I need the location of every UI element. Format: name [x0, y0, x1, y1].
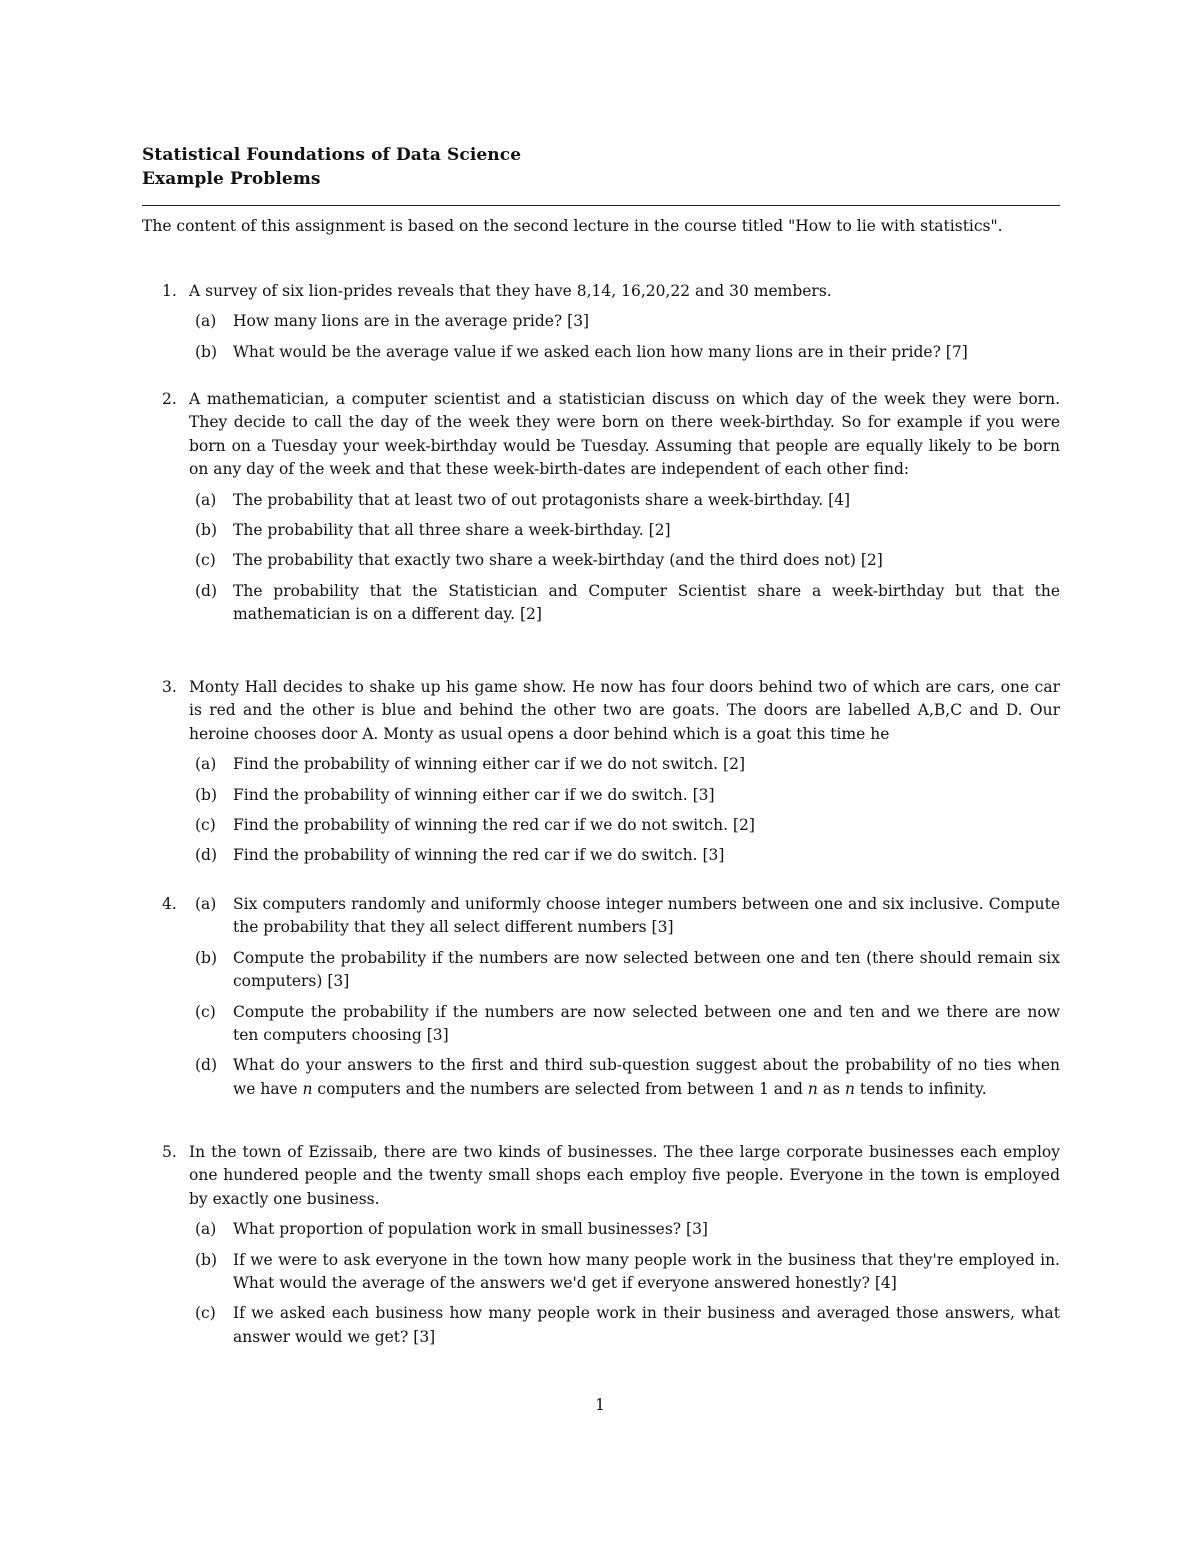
question-number: 4.	[162, 895, 177, 913]
sub-question-text: Six computers randomly and uniformly choose integer numbers between one and six inclusive. Compute the probability that they all select different numbers [3]	[233, 895, 1060, 937]
sub-question-text: The probability that at least two of out protagonists share a week-birthday. [4]	[233, 490, 851, 509]
sub-question-text: Find the probability of winning either car if we do switch. [3]	[233, 785, 715, 804]
sub-question-label: (c)	[195, 1304, 216, 1323]
sub-question-label: (a)	[195, 1220, 217, 1239]
document-title: Statistical Foundations of Data Science	[142, 145, 522, 165]
sub-question-label: (c)	[195, 551, 216, 570]
sub-question-label: (b)	[195, 785, 218, 804]
sub-question	[189, 844, 1060, 867]
sub-question-label: (b)	[195, 1250, 218, 1269]
question-2	[142, 388, 1060, 627]
sub-question-label: (b)	[195, 948, 218, 967]
sub-question-text: Compute the probability if the numbers are now selected between one and ten (there should remain six computers) [3]	[233, 948, 1060, 991]
sub-question	[189, 753, 1060, 776]
question-1	[142, 280, 1060, 364]
math-variable: n	[807, 1079, 818, 1098]
sub-question-label: (a)	[195, 490, 217, 509]
question-number: 1.	[162, 282, 177, 300]
sub-question-text: The probability that the Statistician and Computer Scientist share a week-birthday but that the mathematician is on a different day. [2]	[233, 581, 1060, 624]
sub-question	[189, 1001, 1060, 1048]
sub-question-label: (b)	[195, 521, 218, 540]
question-3	[142, 676, 1060, 868]
intro-paragraph: The content of this assignment is based on the second lecture in the course titled "How to lie with statistics".	[142, 217, 1003, 235]
math-variable: n	[844, 1079, 855, 1098]
sub-question	[189, 893, 1060, 940]
question-number: 2.	[162, 390, 177, 408]
question-text: A mathematician, a computer scientist and a statistician discuss on which day of the week they were born. They decide to call the day of the week they were born on there week-birthday. So for example if you were born on a Tuesday your week-birthday would be Tuesday. Assuming that people are equally likely to be born on any day of the week and that these week-birth-dates are independent of each other find:	[189, 390, 1060, 479]
question-number: 3.	[162, 678, 177, 696]
sub-question-label: (a)	[195, 312, 217, 331]
sub-question	[189, 814, 1060, 837]
sub-question	[189, 1249, 1060, 1296]
sub-question-text: What would be the average value if we asked each lion how many lions are in their pride? [7]	[233, 342, 968, 361]
sub-question-label: (d)	[195, 1056, 218, 1075]
sub-question-label: (d)	[195, 846, 218, 865]
sub-question-text: Compute the probability if the numbers are now selected between one and ten and we there are now ten computers choosing [3]	[233, 1002, 1060, 1045]
sub-question-text-part: tends to infinity.	[859, 1079, 987, 1098]
document-subtitle: Example Problems	[142, 169, 321, 189]
sub-question-text-part: What do your answers to the first and third sub-question suggest about the probability of no ties when we have	[233, 1056, 1060, 1098]
sub-question	[189, 519, 1060, 542]
question-4	[142, 893, 1060, 1101]
sub-question-label: (a)	[195, 755, 217, 774]
sub-question-text-part: as	[822, 1079, 841, 1098]
sub-question-text: Find the probability of winning either car if we do not switch. [2]	[233, 755, 745, 774]
sub-question-text: The probability that exactly two share a week-birthday (and the third does not) [2]	[233, 551, 883, 570]
sub-question	[189, 784, 1060, 807]
sub-question-text: What proportion of population work in small businesses? [3]	[233, 1220, 708, 1239]
question-text: In the town of Ezissaib, there are two kinds of businesses. The thee large corporate businesses each employ one hundered people and the twenty small shops each employ five people. Everyone in the town is employed by exactly one business.	[189, 1143, 1060, 1208]
sub-question-text: If we asked each business how many people work in their business and averaged those answers, what answer would we get? [3]	[233, 1304, 1060, 1346]
sub-question-label: (c)	[195, 1002, 216, 1021]
sub-question-label: (d)	[195, 581, 218, 600]
sub-question-text-part: computers and the numbers are selected from between 1 and	[317, 1079, 803, 1098]
sub-question	[189, 310, 1060, 333]
sub-question-text: Find the probability of winning the red car if we do switch. [3]	[233, 846, 725, 865]
sub-question	[189, 1302, 1060, 1349]
sub-question-text: If we were to ask everyone in the town how many people work in the business that they're employed in. What would the average of the answers we'd get if everyone answered honestly? [4]	[233, 1250, 1060, 1293]
sub-question-text: The probability that all three share a week-birthday. [2]	[233, 521, 671, 540]
sub-question-text	[233, 1054, 1060, 1101]
sub-question	[189, 947, 1060, 994]
question-number: 5.	[162, 1143, 177, 1161]
sub-question-text: Find the probability of winning the red car if we do not switch. [2]	[233, 816, 755, 835]
page-number: 1	[595, 1396, 605, 1414]
sub-question-label: (c)	[195, 816, 216, 835]
sub-question-label: (a)	[195, 895, 217, 913]
header-divider	[142, 205, 1060, 206]
sub-question	[189, 1218, 1060, 1241]
sub-question	[189, 1054, 1060, 1101]
document-header	[142, 143, 521, 191]
sub-question	[189, 580, 1060, 627]
question-text: Monty Hall decides to shake up his game show. He now has four doors behind two of which are cars, one car is red and the other is blue and behind the other two are goats. The doors are labelled A,B,C and D. Our heroine chooses door A. Monty as usual opens a door behind which is a goat this time he	[189, 678, 1060, 743]
sub-question	[189, 549, 1060, 572]
sub-question	[189, 489, 1060, 512]
math-variable: n	[302, 1079, 313, 1098]
question-text: A survey of six lion-prides reveals that they have 8,14, 16,20,22 and 30 members.	[189, 282, 832, 300]
sub-question-label: (b)	[195, 342, 218, 361]
sub-question	[189, 341, 1060, 364]
sub-question-text: How many lions are in the average pride? [3]	[233, 312, 590, 331]
question-5	[142, 1141, 1060, 1349]
